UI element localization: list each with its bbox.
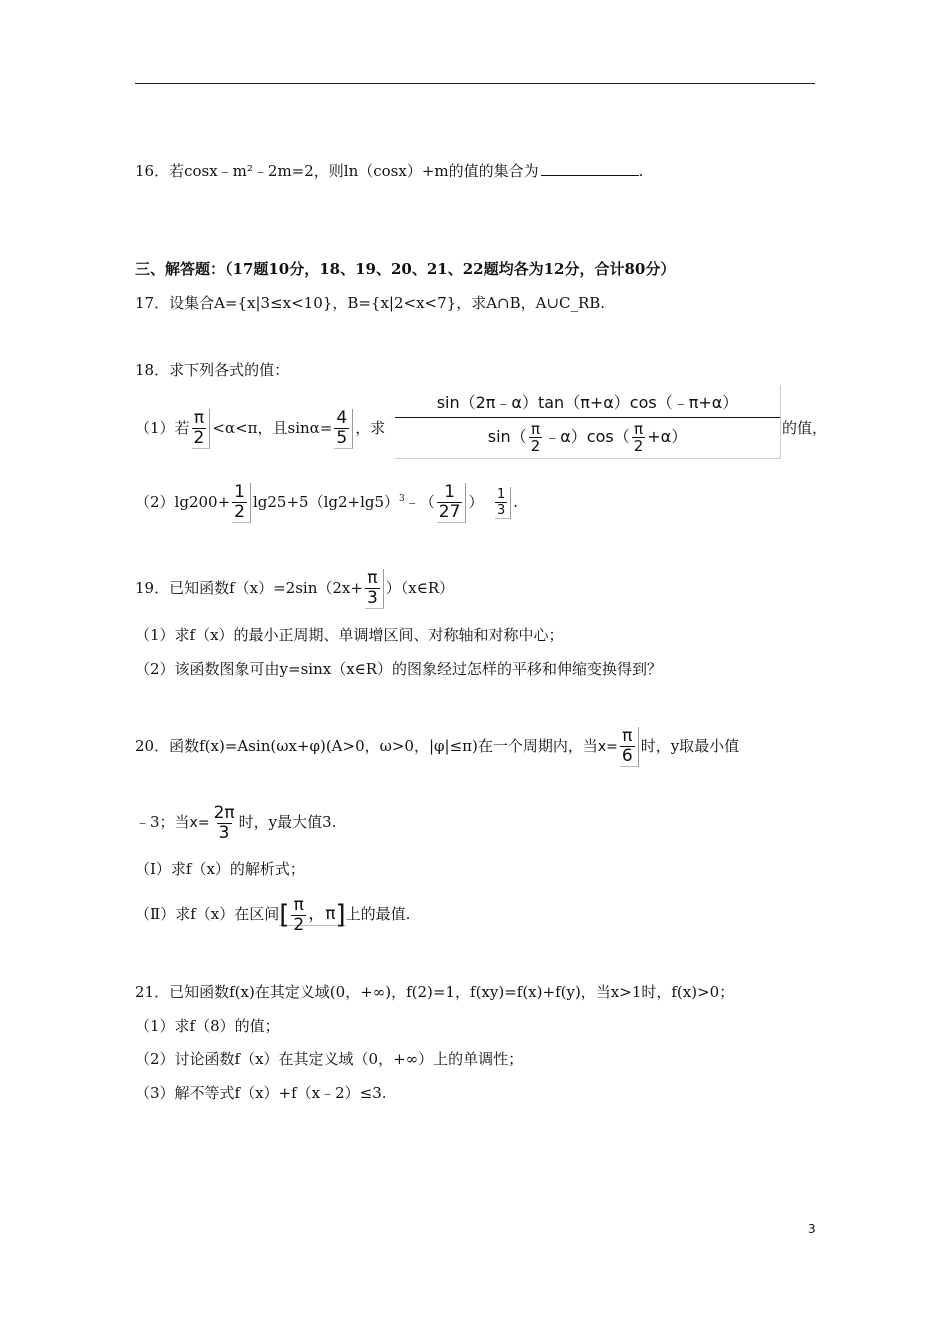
fraction-pi-over-3: $\frac{\pi}{3}$ [365, 569, 384, 609]
exponent: 3 [399, 494, 405, 504]
question-18-part1 [135, 406, 385, 450]
q18-p1-mid: <α<π，且sinα= [212, 419, 333, 437]
fraction-2pi-over-3: $\frac{2\pi}{3}$ [213, 802, 235, 843]
answer-blank [541, 161, 639, 176]
interval-expression: [ $\frac{\pi}{2}$ ，π] [279, 894, 346, 935]
question-20-line2: ﹣3；当x= $\frac{2\pi}{3}$ 时，y最大值3. [135, 802, 337, 843]
trig-numerator: sin（2π﹣α）tan（π+α）cos（﹣π+α） [436, 393, 739, 412]
q18-p1-end: 的值， [782, 419, 828, 437]
question-21-part1: （1）求f（8）的值； [135, 1017, 280, 1035]
header-rule [135, 83, 815, 84]
question-20-part2: （Ⅱ）求f（x）在区间[ $\frac{\pi}{2}$ ，π]上的最值. [135, 894, 411, 935]
q18-p1-ask: ，求 [355, 419, 386, 437]
question-19: 19．已知函数f（x）=2sin（2x+ $\frac{\pi}{3}$ ）（x∈R） [135, 568, 455, 608]
fraction-pi-over-2: $\frac{\pi}{2}$ [530, 420, 541, 455]
q18-p1-prefix: （1）若 [135, 419, 190, 437]
question-18-title: 18．求下列各式的值： [135, 361, 290, 379]
page-number: 3 [808, 1222, 816, 1236]
fraction-1-over-27: $\frac{1}{27}$ [437, 483, 467, 523]
question-21-part3: （3）解不等式f（x）+f（x﹣2）≤3. [135, 1084, 387, 1102]
fraction-pi-over-2: $\frac{\pi}{2}$ [293, 894, 305, 935]
q16-text: 16．若cosx﹣m²﹣2m=2，则ln（cosx）+m的值的集合为 [135, 162, 539, 180]
q18-p2-prefix: （2）lg200+ [135, 493, 231, 511]
exponent-fraction-1-over-3: $\frac{1}{3}$ [495, 487, 511, 519]
section-heading: 三、解答题：（17题10分，18、19、20、21、22题均各为12分，合计80分） [135, 260, 676, 278]
question-21-part2: （2）讨论函数f（x）在其定义域（0，+∞）上的单调性； [135, 1050, 524, 1068]
trig-denominator: sin（ $\frac{\pi}{2}$ ﹣α）cos（ $\frac{\pi}{2}$ +α） [487, 420, 688, 455]
question-19-part2: （2）该函数图象可由y=sinx（x∈R）的图象经过怎样的平移和伸缩变换得到？ [135, 660, 663, 678]
question-16 [135, 160, 643, 182]
question-19-part1: （1）求f（x）的最小正周期、单调增区间、对称轴和对称中心； [135, 626, 564, 644]
question-17: 17．设集合A={x|3≤x<10}，B={x|2<x<7}，求A∩B，A∪C_RB. [135, 294, 606, 312]
q16-end: . [638, 162, 644, 180]
question-20: 20．函数f(x)=Asin(ωx+φ)(A>0，ω>0，|φ|≤π)在一个周期内，当x= $\frac{\pi}{6}$ 时，y取最小值 [135, 726, 740, 766]
fraction-4-over-5: $\frac{4}{5}$ [334, 409, 353, 449]
question-18-part2: （2）lg200+ $\frac{1}{2}$ $\lg 25+5(\lg 2+\lg 5)^3﹣$（ $\frac{1}{27}$ ） $\frac{1}{3}$ . [135, 482, 519, 522]
question-20-part1: （Ⅰ）求f（x）的解析式； [135, 860, 305, 878]
fraction-bar [395, 417, 780, 418]
fraction-1-over-2: $\frac{1}{2}$ [232, 483, 251, 523]
fraction-pi-over-2: $\frac{\pi}{2}$ [192, 409, 211, 449]
trig-expression-fraction [395, 385, 781, 459]
fraction-pi-over-6: $\frac{\pi}{6}$ [620, 727, 639, 767]
question-21: 21．已知函数f(x)在其定义域(0，+∞)，f(2)=1，f(xy)=f(x)+f(y)，当x>1时，f(x)>0； [135, 983, 735, 1001]
fraction-pi-over-2: $\frac{\pi}{2}$ [633, 420, 644, 455]
